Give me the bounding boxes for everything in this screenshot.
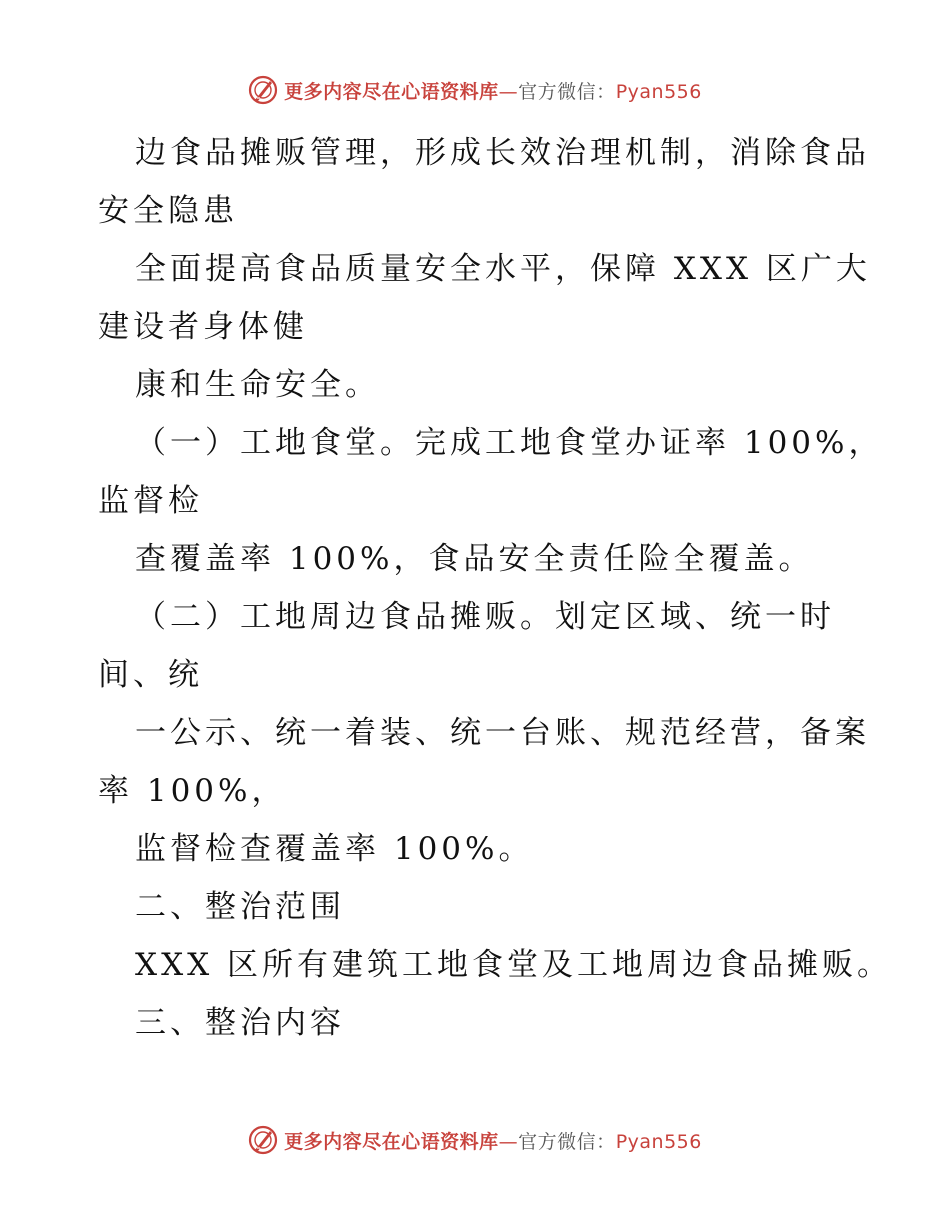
banner-main-text: 更多内容尽在心语资料库 bbox=[284, 80, 499, 103]
text-line: 一公示、统一着装、统一台账、规范经营，备案 bbox=[135, 715, 870, 751]
quill-logo-icon bbox=[248, 1125, 278, 1155]
banner-wechat-label: 官方微信： bbox=[518, 1130, 616, 1153]
banner-main-text: 更多内容尽在心语资料库 bbox=[284, 1130, 499, 1153]
text-line: 查覆盖率 100%，食品安全责任险全覆盖。 bbox=[135, 541, 814, 577]
banner-wechat-id: Pyan556 bbox=[615, 80, 702, 103]
section-heading: 三、整治内容 bbox=[135, 1005, 345, 1041]
text-line: 率 100%， bbox=[98, 773, 287, 809]
banner-dash: — bbox=[498, 1130, 519, 1153]
document-body bbox=[98, 124, 893, 1052]
text-line: 建设者身体健 bbox=[98, 309, 308, 345]
text-line: 边食品摊贩管理，形成长效治理机制，消除食品 bbox=[135, 135, 870, 171]
header-watermark-banner bbox=[0, 72, 950, 108]
text-line: （一）工地食堂。完成工地食堂办证率 100%， bbox=[135, 425, 884, 461]
text-line: 监督检 bbox=[98, 483, 203, 519]
text-line: 全面提高食品质量安全水平，保障 XXX 区广大 bbox=[135, 251, 871, 287]
text-line: 安全隐患 bbox=[98, 193, 238, 229]
text-line: 康和生命安全。 bbox=[135, 367, 380, 403]
banner-dash: — bbox=[498, 80, 519, 103]
text-line: 监督检查覆盖率 100%。 bbox=[135, 831, 534, 867]
text-line: （二）工地周边食品摊贩。划定区域、统一时 bbox=[135, 599, 835, 635]
footer-watermark-banner bbox=[0, 1122, 950, 1158]
text-line: XXX 区所有建筑工地食堂及工地周边食品摊贩。 bbox=[135, 947, 893, 983]
section-heading: 二、整治范围 bbox=[135, 889, 345, 925]
banner-wechat-label: 官方微信： bbox=[518, 80, 616, 103]
quill-logo-icon bbox=[248, 75, 278, 105]
banner-wechat-id: Pyan556 bbox=[615, 1130, 702, 1153]
text-line: 间、统 bbox=[98, 657, 203, 693]
